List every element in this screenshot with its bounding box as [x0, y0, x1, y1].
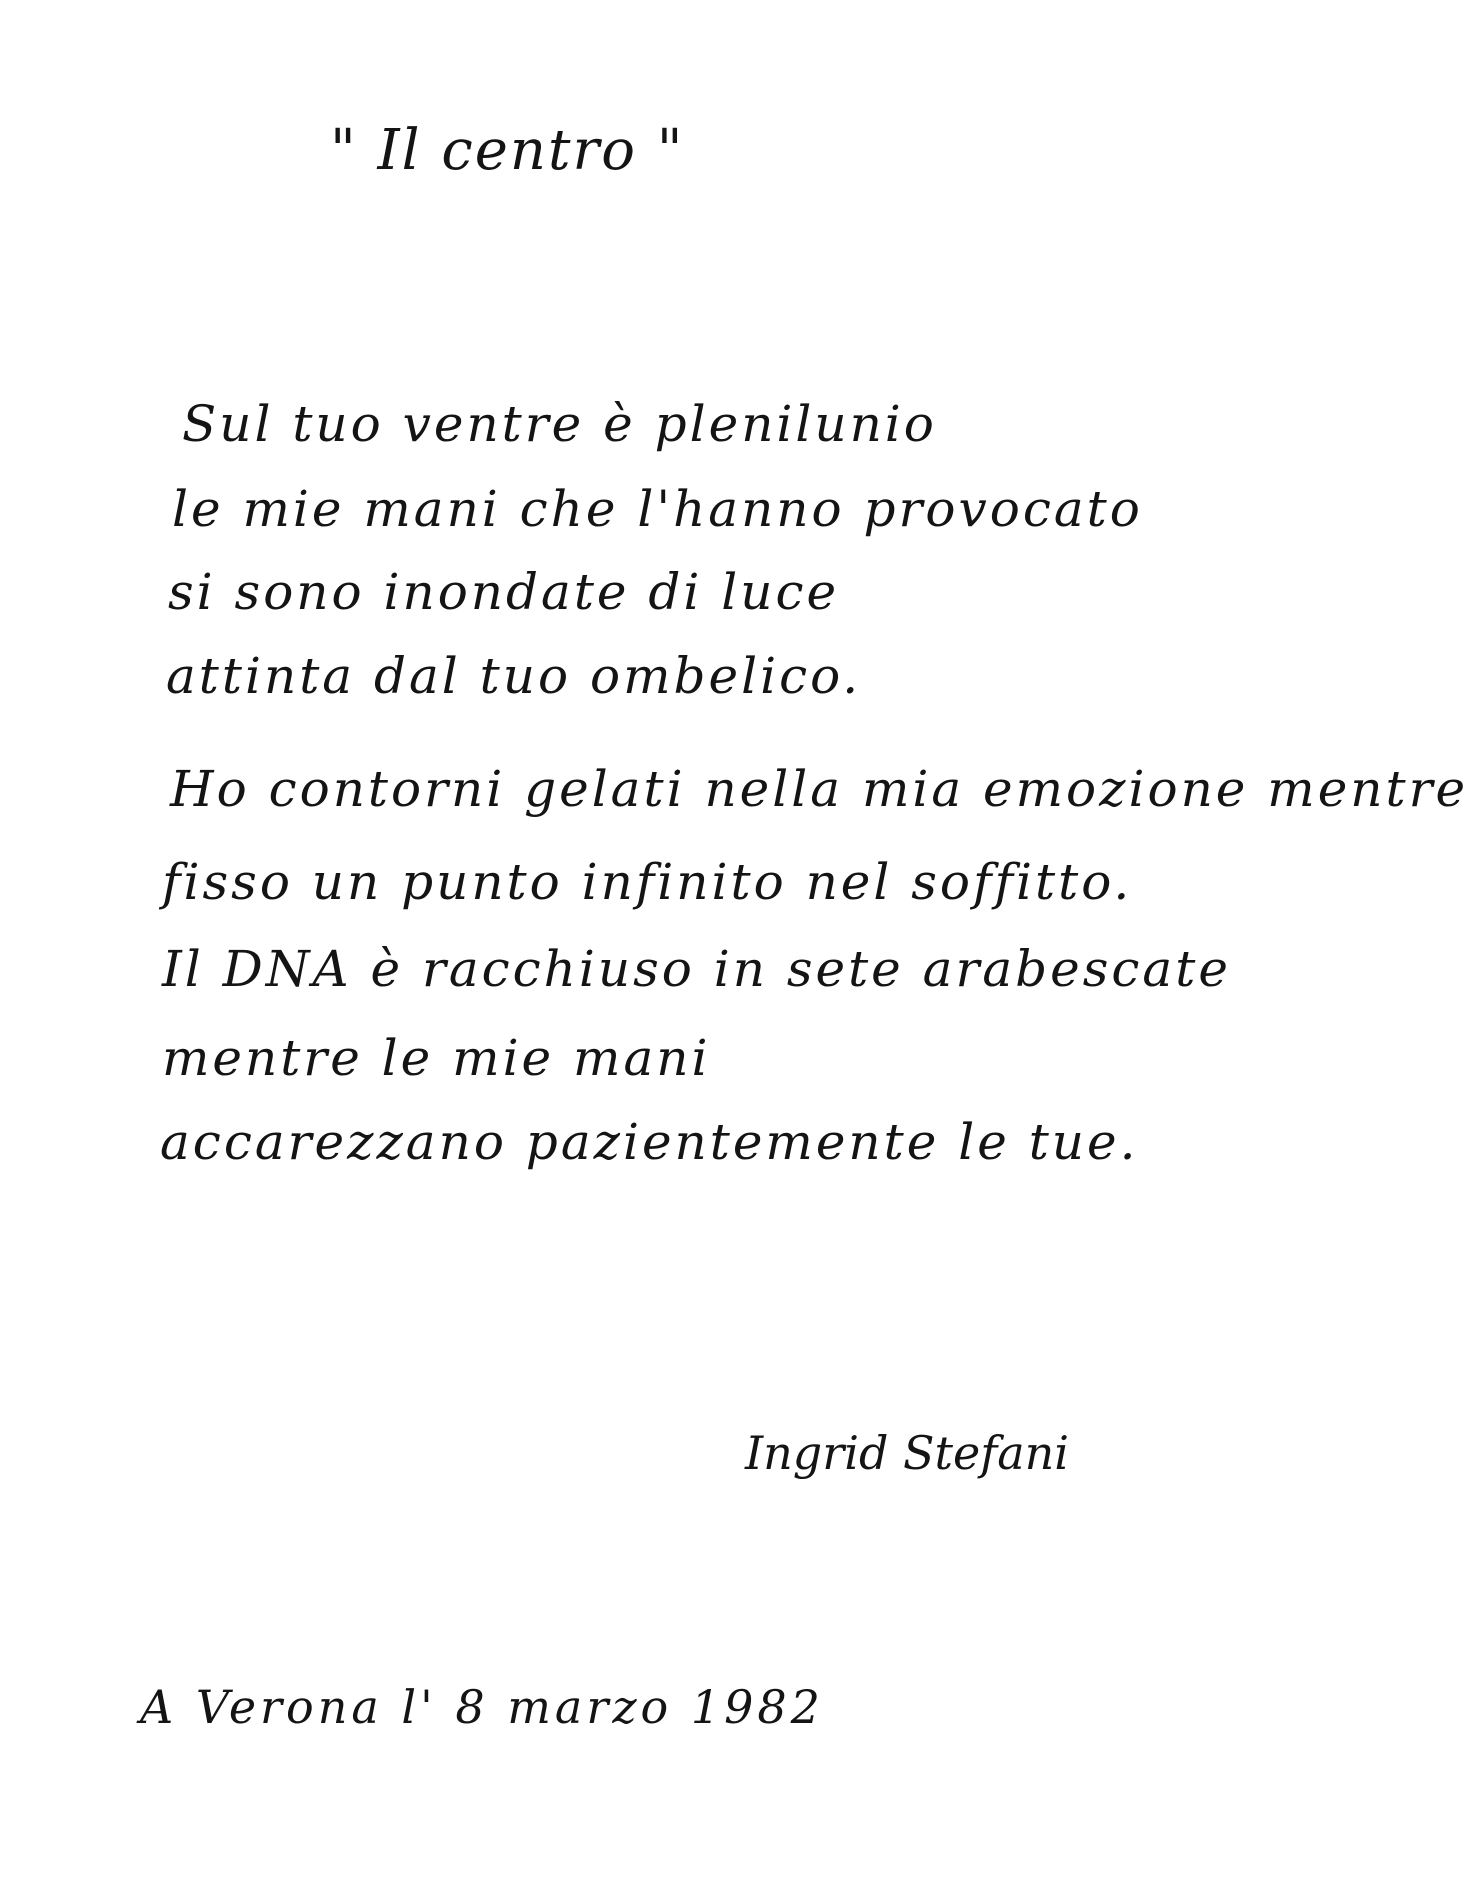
poem-line: Ho contorni gelati nella mia emozione mentre [170, 760, 1469, 818]
poem-title: " Il centro " [330, 118, 685, 183]
poem-line: si sono inondate di luce [168, 563, 840, 621]
poem-line: le mie mani che l'hanno provocato [172, 480, 1143, 538]
place-date: A Verona l' 8 marzo 1982 [140, 1680, 824, 1734]
poem-line: accarezzano pazientemente le tue. [160, 1113, 1139, 1171]
poem-line: Sul tuo ventre è plenilunio [182, 395, 937, 453]
poem-body [160, 395, 1469, 1255]
author-signature: Ingrid Stefani [745, 1426, 1070, 1480]
poem-line: Il DNA è racchiuso in sete arabescate [162, 940, 1231, 998]
poem-line: attinta dal tuo ombelico. [166, 647, 862, 705]
poem-line: mentre le mie mani [162, 1029, 711, 1087]
poem-line: fisso un punto infinito nel soffitto. [162, 853, 1133, 911]
